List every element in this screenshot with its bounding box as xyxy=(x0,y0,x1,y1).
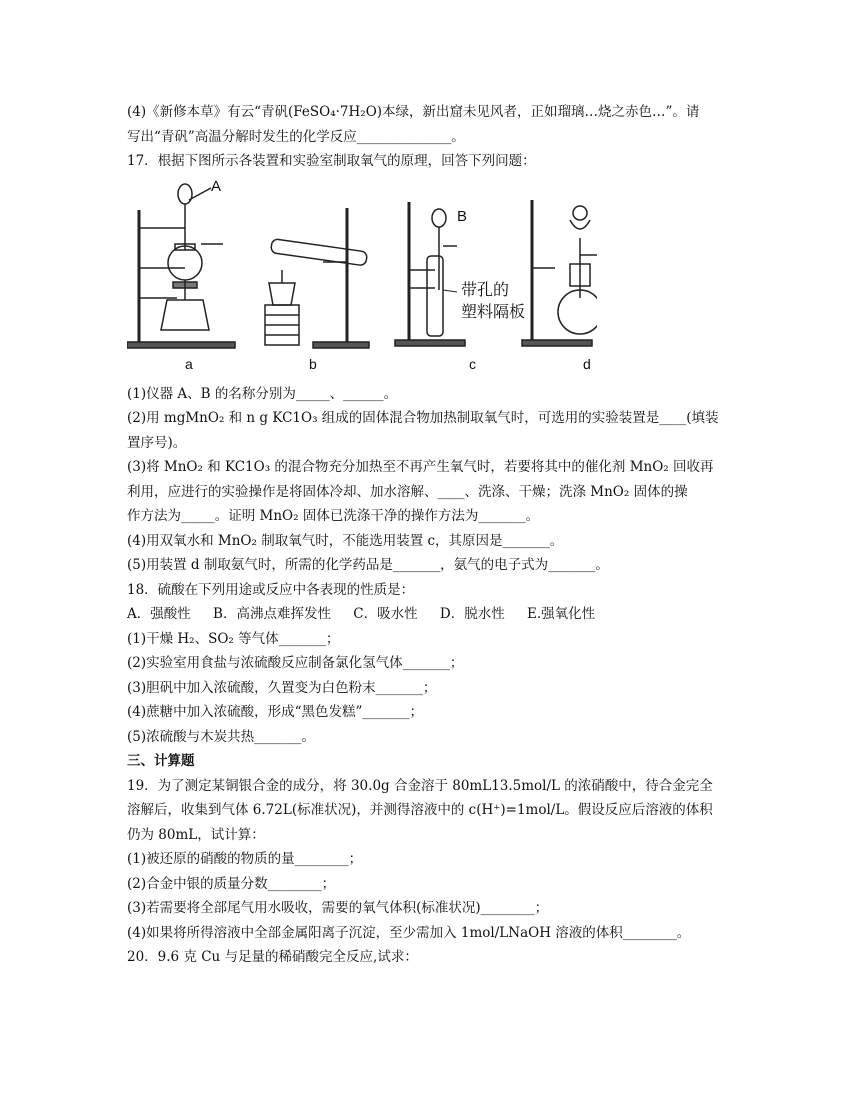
q18-4: (4)蔗糖中加入浓硫酸，形成“黑色发糕”_______； xyxy=(127,704,424,720)
flask-a xyxy=(168,246,202,280)
stand-base-d xyxy=(522,340,592,346)
apparatus-figure xyxy=(127,177,597,380)
q17-5: (5)用装置 d 制取氨气时，所需的化学药品是_______，氨气的电子式为_______。 xyxy=(127,557,609,573)
section-heading-3: 三、计算题 xyxy=(127,753,195,769)
q18-choices xyxy=(127,602,739,627)
q19-4: (4)如果将所得溶液中全部金属阳离子沉淀，至少需加入 1mol/LNaOH 溶液的体积________。 xyxy=(127,924,691,941)
choice-B: B．高沸点难挥发性 xyxy=(213,606,331,622)
q19-line1: 19．为了测定某铜银合金的成分，将 30.0g 合金溶于 80mL13.5mol/L 的浓硝酸中，待合金完全 xyxy=(127,777,713,794)
tube-c xyxy=(427,256,443,336)
apparatus-drawing xyxy=(127,177,597,380)
marker-B: B xyxy=(457,207,468,225)
q16-4-line2: 写出“青矾”高温分解时发生的化学反应______________。 xyxy=(127,128,465,145)
q17-2-line2: 置序号)。 xyxy=(127,434,187,451)
q19-1: (1)被还原的硝酸的物质的量________； xyxy=(127,851,363,867)
choice-C: C．吸水性 xyxy=(353,606,418,622)
q17-2-line1: (2)用 mgMnO₂ 和 n g KC1O₃ 组成的固体混合物加热制取氧气时，可选用的实验装置是____(填装 xyxy=(127,410,719,426)
q19-line3: 仍为 80mL，试计算： xyxy=(127,826,265,843)
q17-3-line1: (3)将 MnO₂ 和 KC1O₃ 的混合物充分加热至不再产生氧气时，若要将其中的催化剂 MnO₂ 回收再 xyxy=(127,459,714,475)
q17-4: (4)用双氧水和 MnO₂ 制取氧气时，不能选用装置 c，其原因是_______。 xyxy=(127,532,564,549)
stand-base-c xyxy=(395,340,465,346)
choice-D: D．脱水性 xyxy=(439,606,505,622)
q18-3: (3)胆矾中加入浓硫酸，久置变为白色粉末_______； xyxy=(127,679,437,696)
document-page xyxy=(127,100,739,970)
choice-A: A．强酸性 xyxy=(127,606,191,622)
funnel-a-shape xyxy=(178,184,192,204)
q19-3: (3)若需要将全部尾气用水吸收，需要的氧气体积(标准状况)________； xyxy=(127,900,549,916)
q17-3-line3: 作方法为_____。证明 MnO₂ 固体已洗涤干净的操作方法为_______。 xyxy=(127,508,540,524)
annotation-line1: 带孔的 xyxy=(461,281,510,299)
burner-b xyxy=(269,283,295,305)
q20: 20．9.6 克 Cu 与足量的稀硝酸完全反应,试求： xyxy=(127,949,418,965)
label-b: b xyxy=(309,355,317,372)
q16-4-line1: (4)《新修本草》有云“青矾(FeSO₄·7H₂O)本绿，新出窟未见风者，正如瑠璃…烧之赤色…”。请 xyxy=(127,104,700,120)
funnel-d xyxy=(573,206,587,220)
q18-5: (5)浓硫酸与木炭共热_______。 xyxy=(127,728,315,745)
q19-2: (2)合金中银的质量分数________； xyxy=(127,875,336,892)
label-a: a xyxy=(185,355,193,372)
q19-line2: 溶解后，收集到气体 6.72L(标准状况)，并测得溶液中的 c(H⁺)=1mol/L。假设反应后溶液的体积 xyxy=(127,802,713,818)
q17-3-line2: 利用，应进行的实验操作是将固体冷却、加水溶解、____、洗涤、干燥；洗涤 MnO₂ 固体的操 xyxy=(127,483,688,500)
q18-title: 18．硫酸在下列用途或反应中各表现的性质是： xyxy=(127,581,415,598)
burner-a xyxy=(161,300,209,330)
marker-A: A xyxy=(211,177,222,195)
choice-E: E.强氧化性 xyxy=(527,606,596,622)
annotation-line2: 塑料隔板 xyxy=(461,303,526,321)
test-tube-b xyxy=(270,238,367,265)
label-d: d xyxy=(583,355,591,372)
label-c: c xyxy=(469,355,476,372)
flask-d xyxy=(558,290,597,334)
stand-base-a xyxy=(127,342,235,348)
plate-annotation xyxy=(461,280,525,324)
q18-1: (1)干燥 H₂、SO₂ 等气体_______； xyxy=(127,630,340,647)
q18-2: (2)实验室用食盐与浓硫酸反应制备氯化氢气体_______； xyxy=(127,655,464,671)
q17-1: (1)仪器 A、B 的名称分别为_____、______。 xyxy=(127,385,398,402)
q17-title: 17．根据下图所示各装置和实验室制取氧气的原理，回答下列问题： xyxy=(127,153,536,169)
